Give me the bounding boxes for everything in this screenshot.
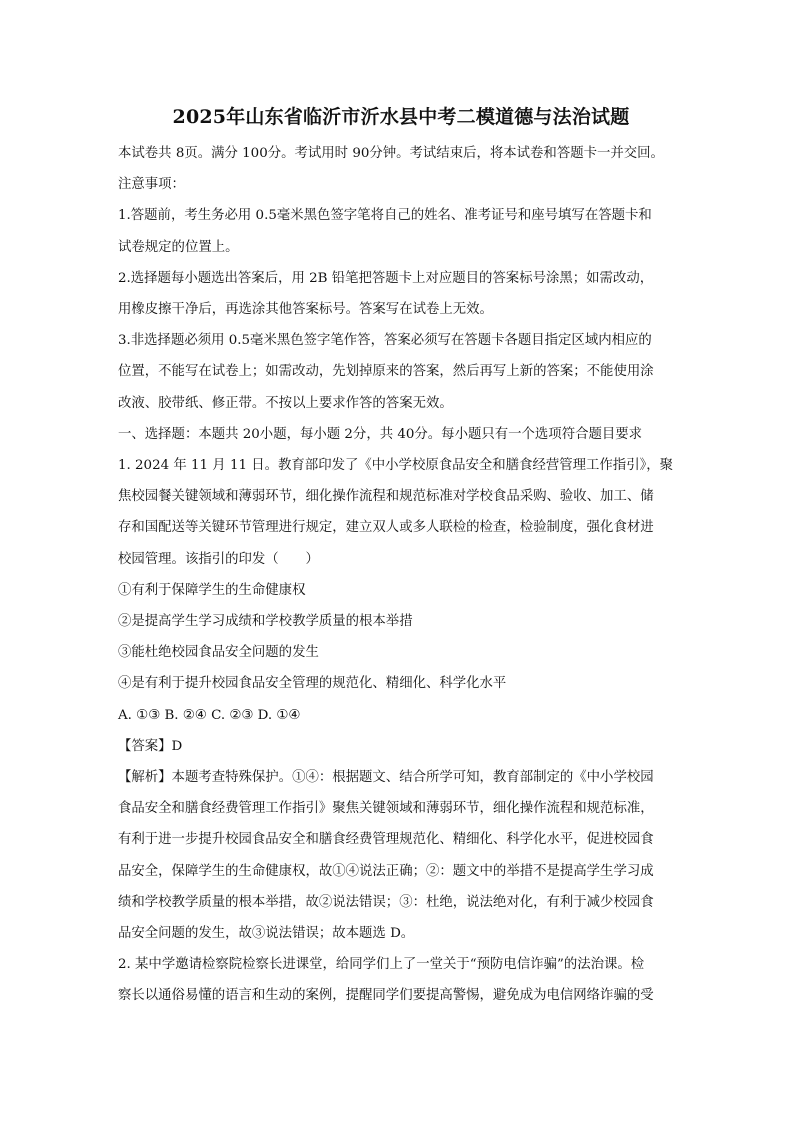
notice-item-3-line-3: 改液、胶带纸、修正带。不按以上要求作答的答案无效。 [118,395,453,411]
notice-heading: 注意事项： [118,177,185,193]
section-heading: 一、选择题：本题共 20小题，每小题 2分，共 40分。每小题只有一个选项符合题目要求 [118,426,643,442]
notice-item-3-line-1: 3.非选择题必须用 0.5毫米黑色签字笔作答，答案必须写在答题卡各题目指定区域内相应的 [118,333,652,349]
question-1-analysis-line-4: 品安全，保障学生的生命健康权，故①④说法正确；②：题文中的举措不是提高学生学习成 [118,863,654,879]
question-1-statement-1: ①有利于保障学生的生命健康权 [118,582,306,598]
document-title: 2025年山东省临沂市沂水县中考二模道德与法治试题 [172,106,630,128]
question-1-statement-2: ②是提高学生学习成绩和学校教学质量的根本举措 [118,614,413,630]
question-1-analysis-line-2: 食品安全和膳食经费管理工作指引》聚焦关键领域和薄弱环节，细化操作流程和规范标准， [118,801,654,817]
notice-item-2-line-1: 2.选择题每小题选出答案后，用 2B 铅笔把答题卡上对应题目的答案标号涂黑；如需改动， [118,270,654,286]
question-1-stem-line-2: 焦校园餐关键领域和薄弱环节，细化操作流程和规范标准对学校食品采购、验收、加工、储 [118,489,654,505]
question-1-stem-line-1: 1. 2024 年 11 月 11 日。教育部印发了《中小学校原食品安全和膳食经营管理工作指引》，聚 [118,458,674,474]
question-1-analysis-line-6: 品安全问题的发生，故③说法错误；故本题选 D。 [118,926,415,942]
notice-item-1-line-1: 1.答题前，考生务必用 0.5毫米黑色签字笔将自己的姓名、准考证号和座号填写在答题卡和 [118,208,652,224]
question-1-options: A. ①③ B. ②④ C. ②③ D. ①④ [118,707,301,723]
exam-intro-line: 本试卷共 8页。满分 100分。考试用时 90分钟。考试结束后，将本试卷和答题卡一并交回。 [118,146,664,161]
question-1-statement-3: ③能杜绝校园食品安全问题的发生 [118,645,319,661]
question-1-analysis-line-3: 有利于进一步提升校园食品安全和膳食经费管理规范化、精细化、科学化水平，促进校园食 [118,832,654,848]
notice-item-1-line-2: 试卷规定的位置上。 [118,239,239,255]
question-1-analysis-line-5: 绩和学校教学质量的根本举措，故②说法错误；③：杜绝，说法绝对化，有利于减少校园食 [118,894,654,910]
question-1-answer: 【答案】D [118,738,183,754]
document-body [118,138,684,1012]
question-1-analysis-line-1: 【解析】本题考查特殊保护。①④：根据题文、结合所学可知，教育部制定的《中小学校园 [118,770,654,786]
notice-item-2-line-2: 用橡皮擦干净后，再选涂其他答案标号。答案写在试卷上无效。 [118,302,493,318]
question-2-stem-line-1: 2. 某中学邀请检察院检察长进课堂，给同学们上了一堂关于“预防电信诈骗”的法治课。检 [118,957,645,973]
question-2-stem-line-2: 察长以通俗易懂的语言和生动的案例，提醒同学们要提高警惕，避免成为电信网络诈骗的受 [118,988,654,1004]
question-1-stem-line-3: 存和国配送等关键环节管理进行规定，建立双人或多人联检的检查，检验制度，强化食材进 [118,520,654,536]
question-1-stem-line-4: 校园管理。该指引的印发（ ） [118,551,319,567]
notice-item-3-line-2: 位置，不能写在试卷上；如需改动，先划掉原来的答案，然后再写上新的答案；不能使用涂 [118,364,654,380]
question-1-statement-4: ④是有利于提升校园食品安全管理的规范化、精细化、科学化水平 [118,676,507,692]
